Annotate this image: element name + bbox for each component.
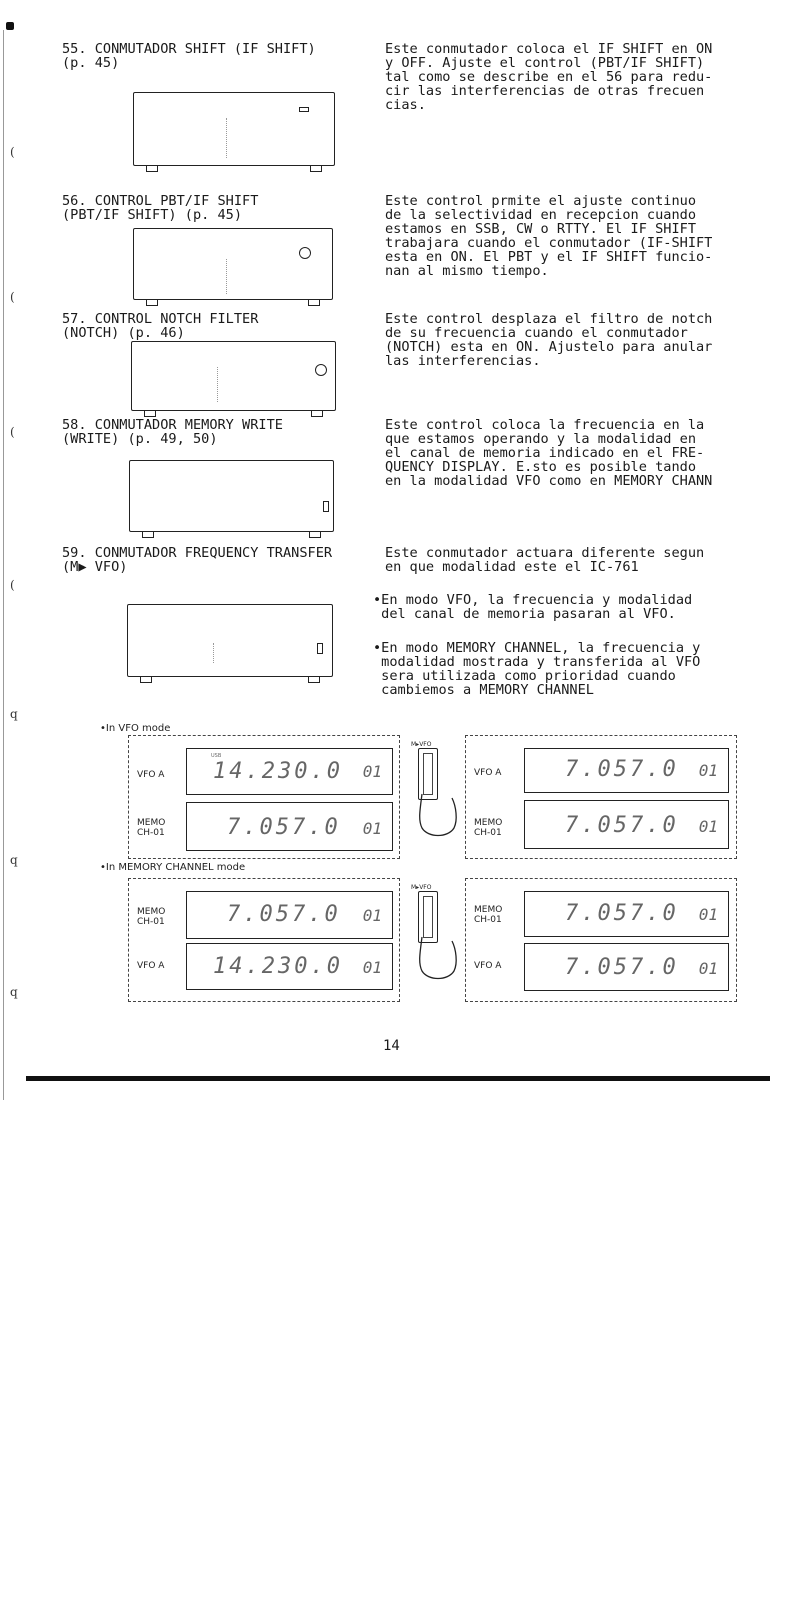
item-58-device-illustration xyxy=(129,460,334,532)
display-frequency: 7.057.0 xyxy=(227,815,341,840)
display-channel: 01 xyxy=(698,817,718,836)
lcd-display xyxy=(524,891,729,937)
item-56-device-illustration xyxy=(133,228,333,300)
display-label: VFO A xyxy=(474,768,502,778)
display-label: MEMO CH-01 xyxy=(474,905,503,925)
display-channel: 01 xyxy=(362,762,382,781)
margin-mark: q xyxy=(10,707,18,721)
vfo-mode-before-panel xyxy=(128,735,400,859)
pressing-hand-icon xyxy=(416,790,460,840)
switch-label: M▸VFO xyxy=(411,884,432,891)
margin-bullet xyxy=(6,22,14,30)
item-55-description: Este conmutador coloca el IF SHIFT en ON y OFF. Ajuste el control (PBT/IF SHIFT) tal como se describe en el 56 para redu- cir las interferencias de otras frecuen cias. xyxy=(385,41,713,113)
item-59-heading: 59. CONMUTADOR FREQUENCY TRANSFER (M▶ VFO) xyxy=(62,545,333,575)
item-58-heading: 58. CONMUTADOR MEMORY WRITE (WRITE) (p. 49, 50) xyxy=(62,417,283,447)
display-label: VFO A xyxy=(137,961,165,971)
margin-mark: q xyxy=(10,853,18,867)
item-57-device-illustration xyxy=(131,341,336,411)
margin-mark: q xyxy=(10,985,18,999)
bullet-memory-mode: •En modo MEMORY CHANNEL, la frecuencia y modalidad mostrada y transferida al VFO sera utilizada como prioridad cuando cambiemos a MEMORY CHANNEL xyxy=(373,640,701,698)
transfer-switch-icon xyxy=(317,643,323,654)
margin-mark: ( xyxy=(10,425,15,439)
item-57-description: Este control desplaza el filtro de notch de su frecuencia cuando el conmutador (NOTCH) esta en ON. Ajustelo para anular las interferencias. xyxy=(385,311,713,369)
display-channel: 01 xyxy=(362,958,382,977)
margin-mark: ( xyxy=(10,145,15,159)
lcd-display xyxy=(186,891,393,939)
display-label: VFO A xyxy=(137,770,165,780)
memory-mode-before-panel xyxy=(128,878,400,1002)
item-55-heading: 55. CONMUTADOR SHIFT (IF SHIFT) (p. 45) xyxy=(62,41,316,71)
display-channel: 01 xyxy=(698,761,718,780)
page-number: 14 xyxy=(383,1038,400,1054)
display-frequency: 7.057.0 xyxy=(565,955,679,980)
display-channel: 01 xyxy=(362,906,382,925)
lcd-display xyxy=(186,943,393,990)
display-frequency: 14.230.0 xyxy=(213,954,343,979)
item-59-description: Este conmutador actuara diferente segun en que modalidad este el IC-761 xyxy=(385,545,705,575)
pbt-knob-icon xyxy=(299,247,311,259)
bottom-rule xyxy=(26,1076,770,1081)
display-label: MEMO CH-01 xyxy=(137,818,166,838)
item-55-device-illustration xyxy=(133,92,335,166)
lcd-display xyxy=(524,748,729,793)
vfo-mode-title: •In VFO mode xyxy=(100,723,171,734)
display-frequency: 7.057.0 xyxy=(565,901,679,926)
lcd-display: USB 14.230.0 01 xyxy=(186,748,393,795)
shift-switch-icon xyxy=(299,107,309,112)
display-label: MEMO CH-01 xyxy=(474,818,503,838)
display-frequency: 7.057.0 xyxy=(565,813,679,838)
item-56-description: Este control prmite el ajuste continuo de la selectividad en recepcion cuando estamos en SSB, CW o RTTY. El IF SHIFT trabajara cuando el conmutador (IF-SHIFT esta en ON. El PBT y el IF SHIFT funcio- nan al mismo tiempo. xyxy=(385,193,713,279)
display-frequency: 7.057.0 xyxy=(565,757,679,782)
margin-mark: ( xyxy=(10,578,15,592)
vfo-mode-after-panel xyxy=(465,735,737,859)
margin-mark: ( xyxy=(10,290,15,304)
display-frequency: 14.230.0 xyxy=(213,759,343,784)
item-57-heading: 57. CONTROL NOTCH FILTER (NOTCH) (p. 46) xyxy=(62,311,259,341)
bullet-vfo-mode: •En modo VFO, la frecuencia y modalidad del canal de memoria pasaran al VFO. xyxy=(373,592,693,622)
display-label: MEMO CH-01 xyxy=(137,907,166,927)
display-frequency: 7.057.0 xyxy=(227,902,341,927)
switch-label: M▸VFO xyxy=(411,741,432,748)
display-channel: 01 xyxy=(698,905,718,924)
lcd-display xyxy=(524,943,729,991)
lcd-display xyxy=(524,800,729,849)
display-channel: 01 xyxy=(698,959,718,978)
item-56-heading: 56. CONTROL PBT/IF SHIFT (PBT/IF SHIFT) (p. 45) xyxy=(62,193,259,223)
memory-mode-after-panel xyxy=(465,878,737,1002)
write-switch-icon xyxy=(323,501,329,512)
memory-mode-title: •In MEMORY CHANNEL mode xyxy=(100,862,246,873)
display-label: VFO A xyxy=(474,961,502,971)
item-58-description: Este control coloca la frecuencia en la que estamos operando y la modalidad en el canal de memoria indicado en el FRE- QUENCY DISPLAY. E.sto es posible tando en la modalidad VFO como en MEMORY CHANN xyxy=(385,417,713,489)
lcd-display xyxy=(186,802,393,851)
notch-knob-icon xyxy=(315,364,327,376)
margin-rule xyxy=(3,30,4,1100)
pressing-hand-icon xyxy=(416,933,460,983)
item-59-device-illustration xyxy=(127,604,333,677)
display-channel: 01 xyxy=(362,819,382,838)
